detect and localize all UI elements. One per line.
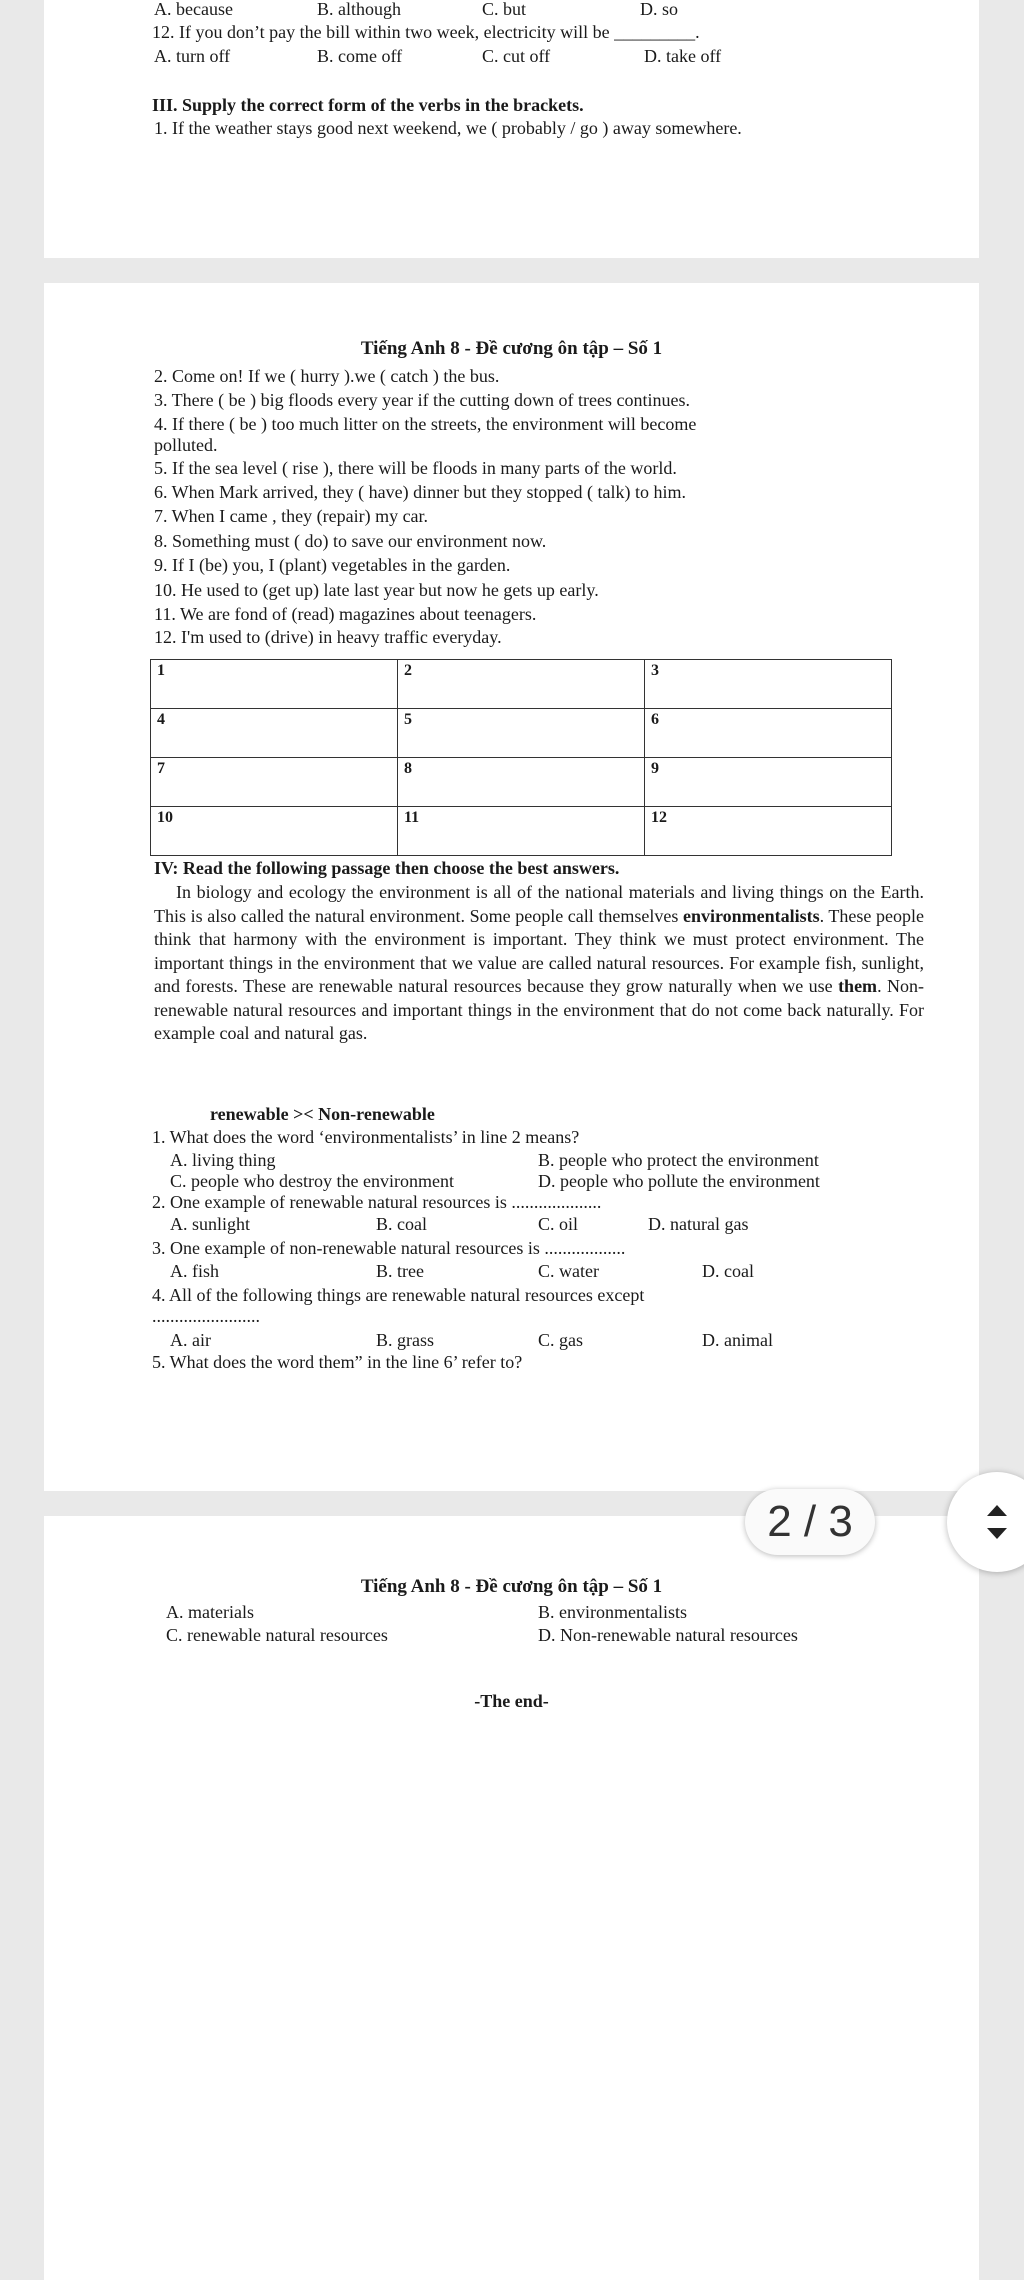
rq5-option-b: B. environmentalists xyxy=(538,1602,687,1622)
rq4-option-c: C. gas xyxy=(538,1330,583,1350)
verb-item-4: 4. If there ( be ) too much litter on the streets, the environment will become xyxy=(154,414,697,434)
section-3-heading: III. Supply the correct form of the verbs in the brackets. xyxy=(152,95,584,115)
q12-option-b: B. come off xyxy=(317,46,403,66)
fast-scroll-handle[interactable] xyxy=(947,1472,1024,1572)
table-row xyxy=(151,758,892,807)
rq3-option-c: C. water xyxy=(538,1261,599,1281)
rq2-option-a: A. sunlight xyxy=(170,1214,251,1234)
reading-question-4 xyxy=(152,1284,644,1306)
q11-option-c: C. but xyxy=(482,0,527,19)
verb-item-10: 10. He used to (get up) late last year but now he gets up early. xyxy=(154,580,599,600)
rq5-option-a: A. materials xyxy=(166,1602,254,1622)
table-cell: 8 xyxy=(398,758,645,807)
table-cell: 11 xyxy=(398,807,645,856)
reading-question-5: 5. What does the word them” in the line 6’ refer to? xyxy=(152,1352,523,1372)
verb-item-8: 8. Something must ( do) to save our environment now. xyxy=(154,531,547,551)
reading-passage xyxy=(154,881,924,1046)
table-cell: 3 xyxy=(645,660,892,709)
section-3-item-1: 1. If the weather stays good next weekend, we ( probably / go ) away somewhere. xyxy=(154,118,742,138)
table-row xyxy=(151,807,892,856)
verb-item-9: 9. If I (be) you, I (plant) vegetables in the garden. xyxy=(154,555,511,575)
page-header: Tiếng Anh 8 - Đề cương ôn tập – Số 1 xyxy=(360,338,663,359)
the-end-label: -The end- xyxy=(474,1691,549,1711)
rq4-option-a: A. air xyxy=(170,1330,211,1350)
document-page-2 xyxy=(44,283,979,1491)
verb-item-6: 6. When Mark arrived, they ( have) dinner but they stopped ( talk) to him. xyxy=(154,482,687,502)
rq3-option-b: B. tree xyxy=(376,1261,424,1281)
passage-part-1: In biology and ecology the environment is all of the national materials and living things on the Earth. This is also called the natural environment. Some people call themselves xyxy=(154,882,924,926)
reading-question-2: 2. One example of renewable natural resources is .................... xyxy=(152,1192,602,1212)
reading-question-1: 1. What does the word ‘environmentalists’ in line 2 means? xyxy=(152,1127,580,1147)
rq1-option-d: D. people who pollute the environment xyxy=(538,1171,820,1191)
page-header: Tiếng Anh 8 - Đề cương ôn tập – Số 1 xyxy=(360,1576,663,1597)
verb-item-5: 5. If the sea level ( rise ), there will be floods in many parts of the world. xyxy=(154,458,677,478)
q12-option-d: D. take off xyxy=(644,46,722,66)
rq4-blank: ........................ xyxy=(152,1306,260,1326)
verb-item-12: 12. I'm used to (drive) in heavy traffic everyday. xyxy=(154,627,502,647)
rq5-option-d: D. Non-renewable natural resources xyxy=(538,1625,798,1645)
rq5-option-c: C. renewable natural resources xyxy=(166,1625,388,1645)
verb-item-7: 7. When I came , they (repair) my car. xyxy=(154,506,429,526)
page-indicator: 2 / 3 xyxy=(745,1489,875,1555)
verb-item-4-cont: polluted. xyxy=(154,435,218,455)
passage-part-3: . Non-renewable natural resources and important things in the environment that do not come back naturally. For example coal and natural gas. xyxy=(154,976,924,1043)
verb-item-2: 2. Come on! If we ( hurry ).we ( catch ) the bus. xyxy=(154,366,500,386)
table-cell: 2 xyxy=(398,660,645,709)
passage-bold-them: them xyxy=(838,976,878,996)
table-cell: 9 xyxy=(645,758,892,807)
rq1-option-a: A. living thing xyxy=(170,1150,276,1170)
rq2-option-b: B. coal xyxy=(376,1214,427,1234)
rq2-option-d: D. natural gas xyxy=(648,1214,749,1234)
q11-option-b: B. although xyxy=(317,0,401,19)
renewable-note: renewable >< Non-renewable xyxy=(210,1104,435,1124)
passage-part-2: . These people think that harmony with the environment is important. They think we must protect environment. The important things in the environment that we value are called natural resources. For example fish, sunlight, and forests. These are renewable natural resources because they grow naturally when we use xyxy=(154,905,924,996)
q12-option-a: A. turn off xyxy=(154,46,231,66)
table-cell: 12 xyxy=(645,807,892,856)
question-12: 12. If you don’t pay the bill within two week, electricity will be _________. xyxy=(152,22,700,42)
answer-table xyxy=(150,659,892,856)
rq3-option-d: D. coal xyxy=(702,1261,754,1281)
rq4-text: 4. All of the following things are renewable natural resources except xyxy=(152,1285,645,1305)
rq1-option-b: B. people who protect the environment xyxy=(538,1150,819,1170)
table-row xyxy=(151,709,892,758)
table-cell: 4 xyxy=(151,709,398,758)
q11-option-a: A. because xyxy=(154,0,233,19)
document-page-1 xyxy=(44,0,979,258)
verb-item-11: 11. We are fond of (read) magazines about teenagers. xyxy=(154,604,537,624)
table-cell: 7 xyxy=(151,758,398,807)
q12-option-c: C. cut off xyxy=(482,46,551,66)
rq1-option-c: C. people who destroy the environment xyxy=(170,1171,454,1191)
table-cell: 1 xyxy=(151,660,398,709)
verb-item-3: 3. There ( be ) big floods every year if the cutting down of trees continues. xyxy=(154,390,691,410)
rq4-option-b: B. grass xyxy=(376,1330,434,1350)
reading-question-3: 3. One example of non-renewable natural resources is .................. xyxy=(152,1238,626,1258)
up-down-arrows-icon xyxy=(947,1472,1024,1572)
document-page-3 xyxy=(44,1516,979,2280)
passage-bold-environmentalists: environmentalists xyxy=(682,905,820,926)
table-cell: 10 xyxy=(151,807,398,856)
q11-option-d: D. so xyxy=(640,0,679,19)
table-cell: 5 xyxy=(398,709,645,758)
table-row xyxy=(151,660,892,709)
section-4-heading: IV: Read the following passage then choose the best answers. xyxy=(154,858,620,878)
rq2-option-c: C. oil xyxy=(538,1214,579,1234)
rq3-option-a: A. fish xyxy=(170,1261,219,1281)
rq4-option-d: D. animal xyxy=(702,1330,773,1350)
table-cell: 6 xyxy=(645,709,892,758)
